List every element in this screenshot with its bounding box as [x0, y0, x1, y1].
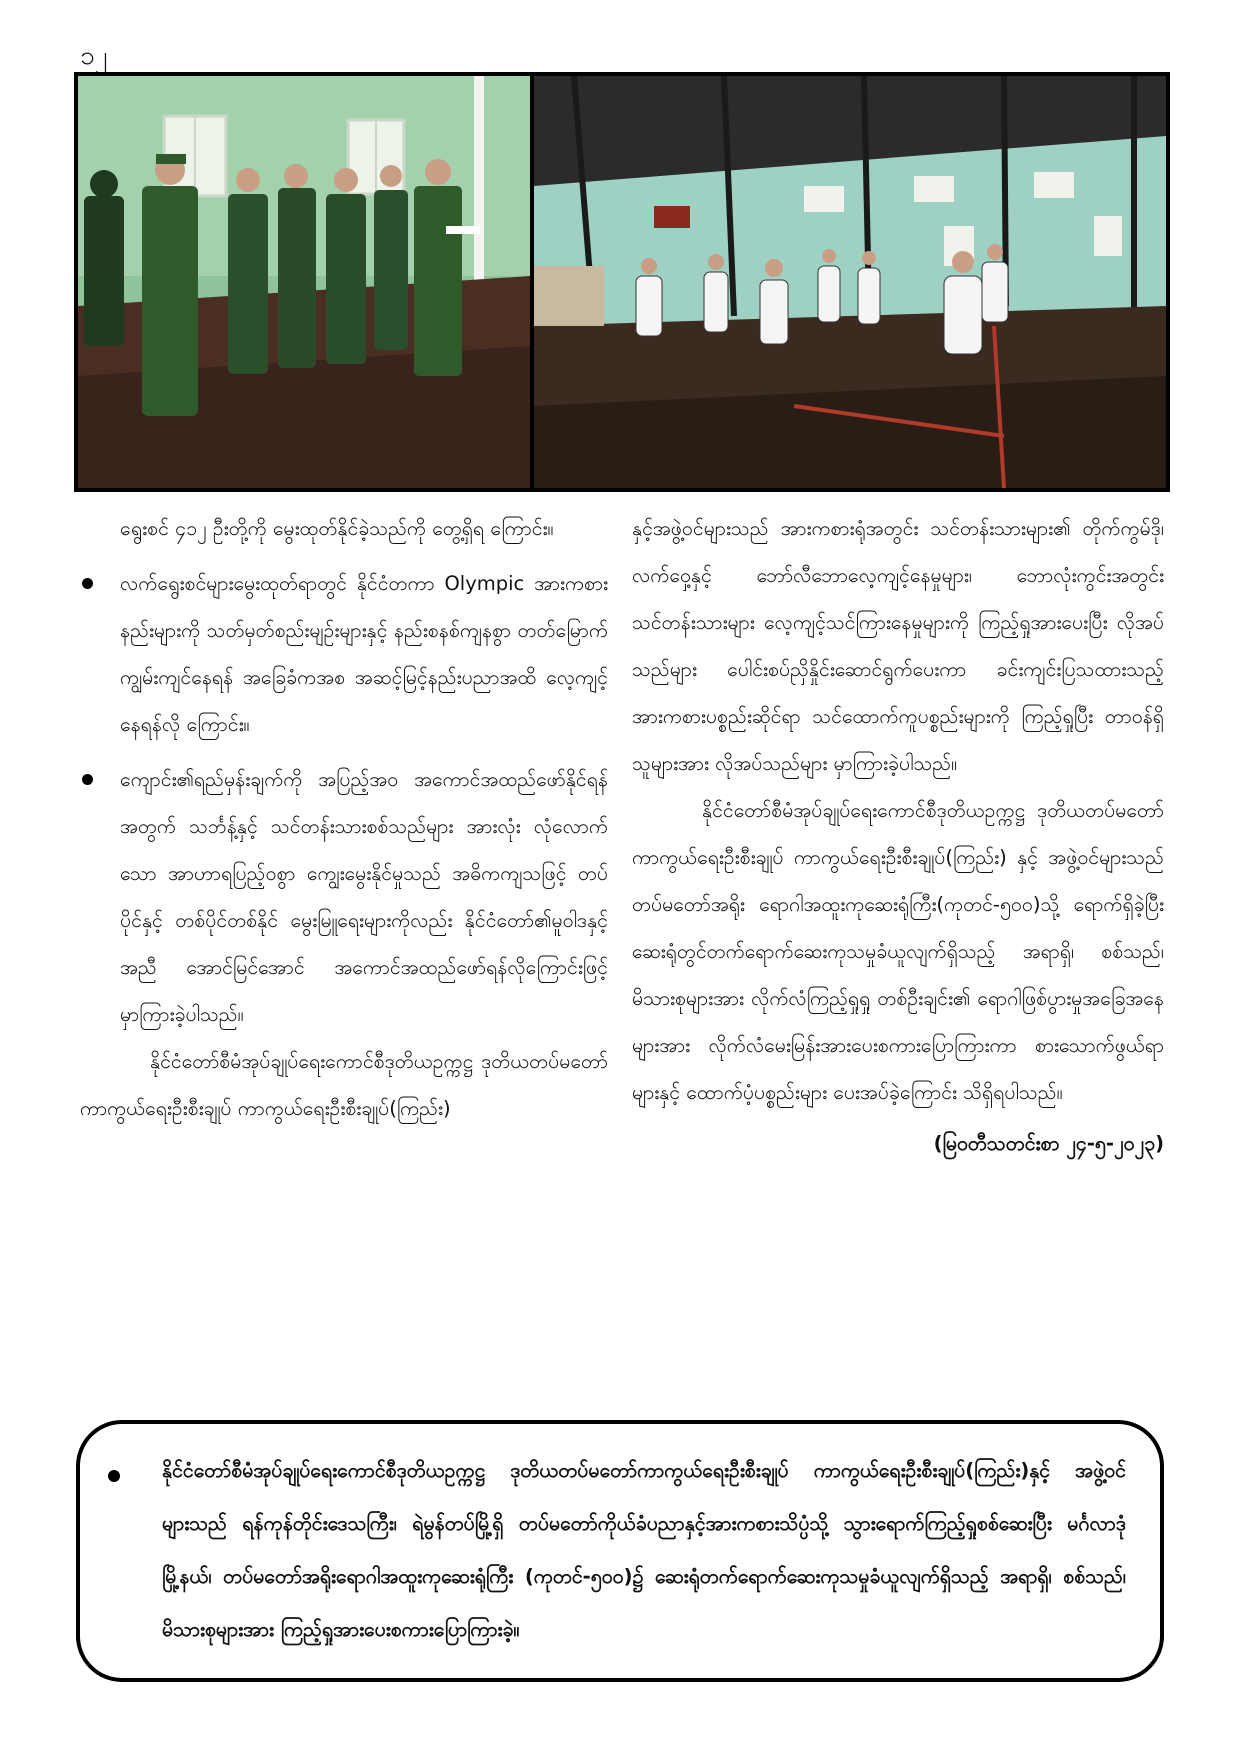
left-column: [80, 505, 608, 1132]
bullet-icon: [82, 578, 93, 589]
source-citation: (မြဝတီသတင်းစာ ၂၄-၅-၂၀၂၃): [933, 1132, 1164, 1155]
military-inspection-photo: [78, 76, 534, 488]
bullet-text: လက်ရွေးစင်များမွေးထုတ်ရာတွင် နိုင်ငံတကာ Olympic အားကစားနည်းများကို သတ်မှတ်စည်းမျဉ်းများနှင့် နည်းစနစ်ကျနစွာ တတ်မြောက်ကျွမ်းကျင်နေရန် အခြေခံကအစ အဆင့်မြင့်နည်းပညာအထိ လေ့ကျင့်နေရန်လို ကြောင်း။: [120, 572, 608, 736]
training-photo-illustration: [534, 76, 1166, 488]
article-paragraph: နိုင်ငံတော်စီမံအုပ်ချုပ်ရေးကောင်စီဒုတိယဥက္ကဋ္ဌ ဒုတိယတပ်မတော်ကာကွယ်ရေးဦးစီးချုပ် ကာကွယ်ရေးဦးစီးချုပ်(ကြည်း) နှင့် အဖွဲ့ဝင်များသည် တပ်မတော်အရိုး ရောဂါအထူးကုဆေးရုံကြီး(ကုတင်-၅၀၀)သို့ ရောက်ရှိခဲ့ပြီး ဆေးရုံတွင်တက်ရောက်ဆေးကုသမှုခံယူလျက်ရှိသည့် အရာရှိ၊ စစ်သည်၊ မိသားစုများအား လိုက်လံကြည့်ရှုရှု တစ်ဦးချင်း၏ ရောဂါဖြစ်ပွားမှုအခြေအနေများအား လိုက်လံမေးမြန်းအားပေးစကားပြောကြားကာ စားသောက်ဖွယ်ရာများနှင့် ထောက်ပံ့ပစ္စည်းများ ပေးအပ်ခဲ့ကြောင်း သိရှိရပါသည်။: [632, 799, 1164, 1104]
article-paragraph: ရွေးစင် ၄၁၂ ဦးတို့ကို မွေးထုတ်နိုင်ခဲ့သည်ကို တွေ့ရှိရ ကြောင်း။: [120, 517, 554, 540]
taekwondo-training-photo: [534, 76, 1166, 488]
inspection-photo-illustration: [78, 76, 530, 488]
bullet-item: [80, 756, 608, 1038]
page-number: ၁၂: [80, 41, 108, 71]
bullet-item: [80, 560, 608, 748]
summary-box: [76, 1420, 1164, 1682]
bullet-icon: [82, 774, 93, 785]
article-paragraph: နှင့်အဖွဲ့ဝင်များသည် အားကစားရုံအတွင်း သင်တန်းသားများ၏ တိုက်ကွမ်ဒို၊ လက်ဝှေ့နှင့် ဘော်လီဘောလေ့ကျင့်နေမှုများ၊ ဘောလုံးကွင်းအတွင်း သင်တန်းသားများ လေ့ကျင့်သင်ကြားနေမှုများကို ကြည့်ရှုအားပေးပြီး လိုအပ်သည်များ ပေါင်းစပ်ညှိနှိုင်းဆောင်ရွက်ပေးကာ ခင်းကျင်းပြသထားသည့် အားကစားပစ္စည်းဆိုင်ရာ သင်ထောက်ကူပစ္စည်းများကို ကြည့်ရှုပြီး တာဝန်ရှိသူများအား လိုအပ်သည်များ မှာကြားခဲ့ပါသည်။: [632, 517, 1164, 775]
photo-frame: [74, 72, 1170, 492]
right-column: [632, 505, 1164, 1167]
bullet-text: ကျောင်း၏ရည်မှန်းချက်ကို အပြည့်အဝ အကောင်အထည်ဖော်နိုင်ရန်အတွက် သင်္ဘန့်နှင့် သင်တန်းသားစစ်သည်များ အားလုံး လုံလောက်သော အာဟာရပြည့်ဝစွာ ကျွေးမွေးနိုင်မှုသည် အဓိကကျသဖြင့် တပ်ပိုင်နှင့် တစ်ပိုင်တစ်နိုင် မွေးမြူရေးများကိုလည်း နိုင်ငံတော်၏မူဝါဒနှင့်အညီ အောင်မြင်အောင် အကောင်အထည်ဖော်ရန်လိုကြောင်းဖြင့် မှာကြားခဲ့ပါသည်။: [120, 768, 608, 1026]
article-paragraph: နိုင်ငံတော်စီမံအုပ်ချုပ်ရေးကောင်စီဒုတိယဥက္ကဋ္ဌ ဒုတိယတပ်မတော်ကာကွယ်ရေးဦးစီးချုပ် ကာကွယ်ရေးဦးစီးချုပ်(ကြည်း): [80, 1050, 608, 1120]
bullet-icon: [108, 1470, 120, 1482]
summary-text: နိုင်ငံတော်စီမံအုပ်ချုပ်ရေးကောင်စီဒုတိယဥက္ကဋ္ဌ ဒုတိယတပ်မတော်ကာကွယ်ရေးဦးစီးချုပ် ကာကွယ်ရေးဦးစီးချုပ်(ကြည်း)နှင့် အဖွဲ့ဝင်များသည် ရန်ကုန်တိုင်းဒေသကြီး၊ ရဲမွန်တပ်မြို့ရှိ တပ်မတော်ကိုယ်ခံပညာနှင့်အားကစားသိပ္ပံသို့ သွားရောက်ကြည့်ရှုစစ်ဆေးပြီး မင်္ဂလာဒုံမြို့နယ်၊ တပ်မတော်အရိုးရောဂါအထူးကုဆေးရုံကြီး (ကုတင်-၅၀၀)၌ ဆေးရုံတက်ရောက်ဆေးကုသမှုခံယူလျက်ရှိသည့် အရာရှိ၊ စစ်သည်၊ မိသားစုများအား ကြည့်ရှုအားပေးစကားပြောကြားခဲ့။: [162, 1459, 1126, 1641]
